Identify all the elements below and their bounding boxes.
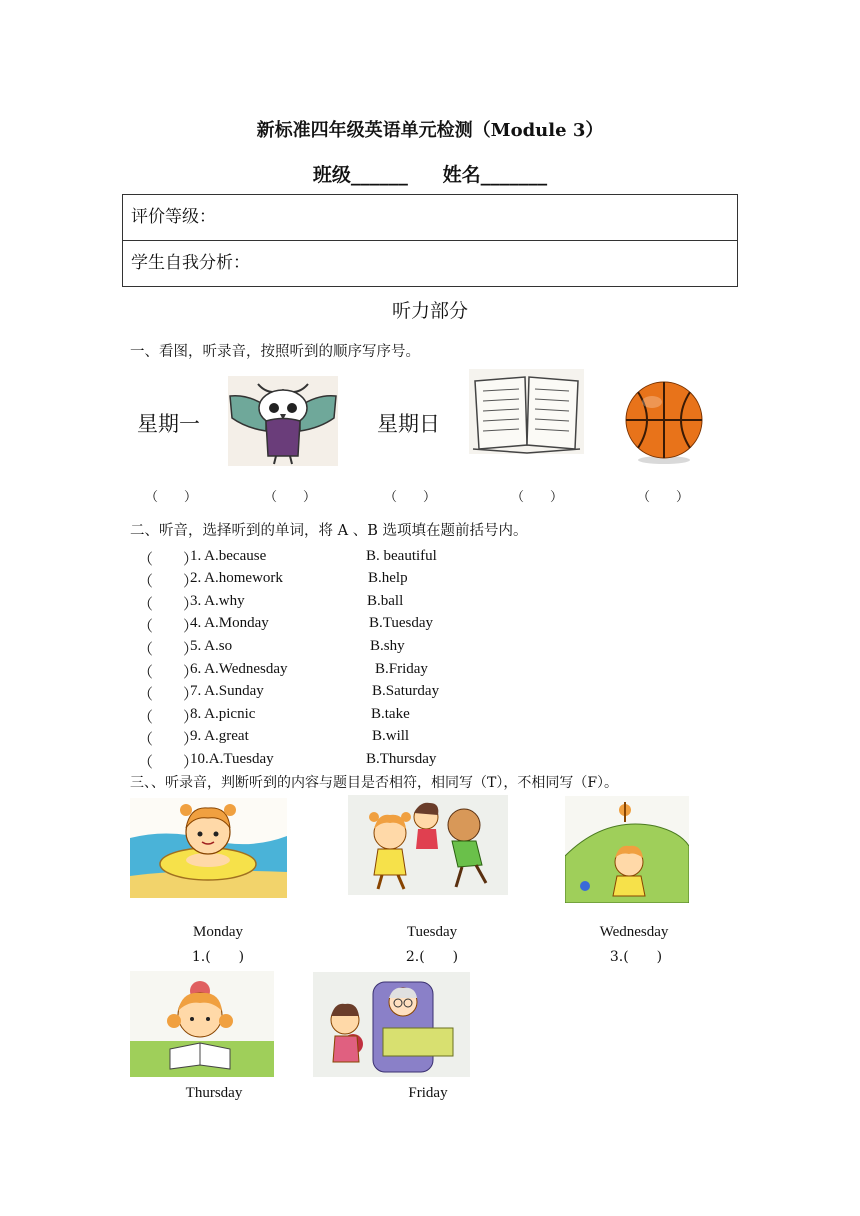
caption-thursday: Thursday xyxy=(185,1085,243,1101)
book-picture xyxy=(469,369,584,454)
basketball-picture xyxy=(622,374,706,466)
part3-instruction: 三、、听录音，判断听到的内容与题目是否相符，相同写（T），不相同写（F）。 xyxy=(130,775,619,791)
evaluation-table xyxy=(122,194,738,287)
answer-blank-4[interactable]: （ ） xyxy=(511,490,564,505)
answer-blank-2[interactable]: （ ） xyxy=(264,490,317,505)
choice-answer-blank[interactable]: （ ） xyxy=(138,665,199,681)
grade-row: 评价等级： xyxy=(123,195,737,241)
answer-blank-1[interactable]: （ ） xyxy=(145,490,198,505)
choice-answer-blank[interactable]: （ ） xyxy=(138,642,199,658)
answer-blank-3[interactable]: （ ） xyxy=(384,490,437,505)
choice-option-b: B.Tuesday xyxy=(369,615,434,631)
class-name-line xyxy=(0,160,860,187)
choice-item xyxy=(138,593,618,615)
choice-answer-blank[interactable]: （ ） xyxy=(138,597,199,613)
choice-option-b: B.shy xyxy=(370,638,405,654)
choice-option-b: B.help xyxy=(368,570,408,586)
listening-section-title: 听力部分 xyxy=(391,300,468,322)
reading-picture xyxy=(130,971,274,1077)
choice-item xyxy=(138,728,618,750)
park-picture xyxy=(565,796,689,903)
choice-option-a: 4. A.Monday xyxy=(190,615,269,631)
playing-kids-picture xyxy=(348,795,508,895)
choice-answer-blank[interactable]: （ ） xyxy=(138,755,199,771)
choice-answer-blank[interactable]: （ ） xyxy=(138,619,199,635)
answer-blank-5[interactable]: （ ） xyxy=(637,490,690,505)
part2-instruction: 二、听音，选择听到的单词，将 A 、B 选项填在题前括号内。 xyxy=(130,523,528,539)
choice-answer-blank[interactable]: （ ） xyxy=(138,552,199,568)
caption-wednesday: Wednesday xyxy=(599,924,669,940)
choice-option-b: B. beautiful xyxy=(366,548,437,564)
choice-answer-blank[interactable]: （ ） xyxy=(138,732,199,748)
choice-item xyxy=(138,683,618,705)
grandma-picture xyxy=(313,972,470,1077)
choice-option-a: 5. A.so xyxy=(190,638,233,654)
choice-option-a: 8. A.picnic xyxy=(190,706,256,722)
choice-option-b: B.take xyxy=(371,706,410,722)
choice-item xyxy=(138,615,618,637)
beach-picture xyxy=(130,798,287,898)
choice-item xyxy=(138,751,618,773)
choice-item xyxy=(138,661,618,683)
self-analysis-row: 学生自我分析： xyxy=(131,253,250,273)
choice-option-b: B.Saturday xyxy=(372,683,440,699)
caption-monday: Monday xyxy=(193,924,243,940)
judge-blank-1[interactable]: 1.( ) xyxy=(191,949,245,965)
choice-option-a: 3. A.why xyxy=(190,593,245,609)
choice-item xyxy=(138,570,618,592)
choice-option-b: B.Friday xyxy=(375,661,428,677)
name-field[interactable]: 姓名_______ xyxy=(442,164,548,186)
class-field[interactable]: 班级______ xyxy=(312,164,408,186)
choice-answer-blank[interactable]: （ ） xyxy=(138,687,199,703)
judge-blank-3[interactable]: 3.( ) xyxy=(609,949,663,965)
choice-option-a: 6. A.Wednesday xyxy=(190,661,288,677)
choice-option-a: 10.A.Tuesday xyxy=(190,751,274,767)
choice-option-a: 7. A.Sunday xyxy=(190,683,264,699)
choice-answer-blank[interactable]: （ ） xyxy=(138,710,199,726)
choice-option-b: B.Thursday xyxy=(366,751,437,767)
choice-option-a: 1. A.because xyxy=(190,548,267,564)
part1-instruction: 一、看图，听录音，按照听到的顺序写序号。 xyxy=(130,344,420,360)
choice-answer-blank[interactable]: （ ） xyxy=(138,574,199,590)
choice-item xyxy=(138,638,618,660)
page-title: 新标准四年级英语单元检测（Module 3） xyxy=(256,120,604,141)
choice-option-b: B.will xyxy=(372,728,410,744)
caption-tuesday: Tuesday xyxy=(406,924,458,940)
owl-picture xyxy=(228,376,338,466)
judge-blank-2[interactable]: 2.( ) xyxy=(405,949,459,965)
choice-option-a: 9. A.great xyxy=(190,728,249,744)
day-monday-text: 星期一 xyxy=(137,412,200,436)
choice-option-b: B.ball xyxy=(367,593,404,609)
choice-option-a: 2. A.homework xyxy=(190,570,283,586)
choice-item xyxy=(138,548,618,570)
day-sunday-text: 星期日 xyxy=(377,412,440,436)
caption-friday: Friday xyxy=(408,1085,448,1101)
choice-item xyxy=(138,706,618,728)
